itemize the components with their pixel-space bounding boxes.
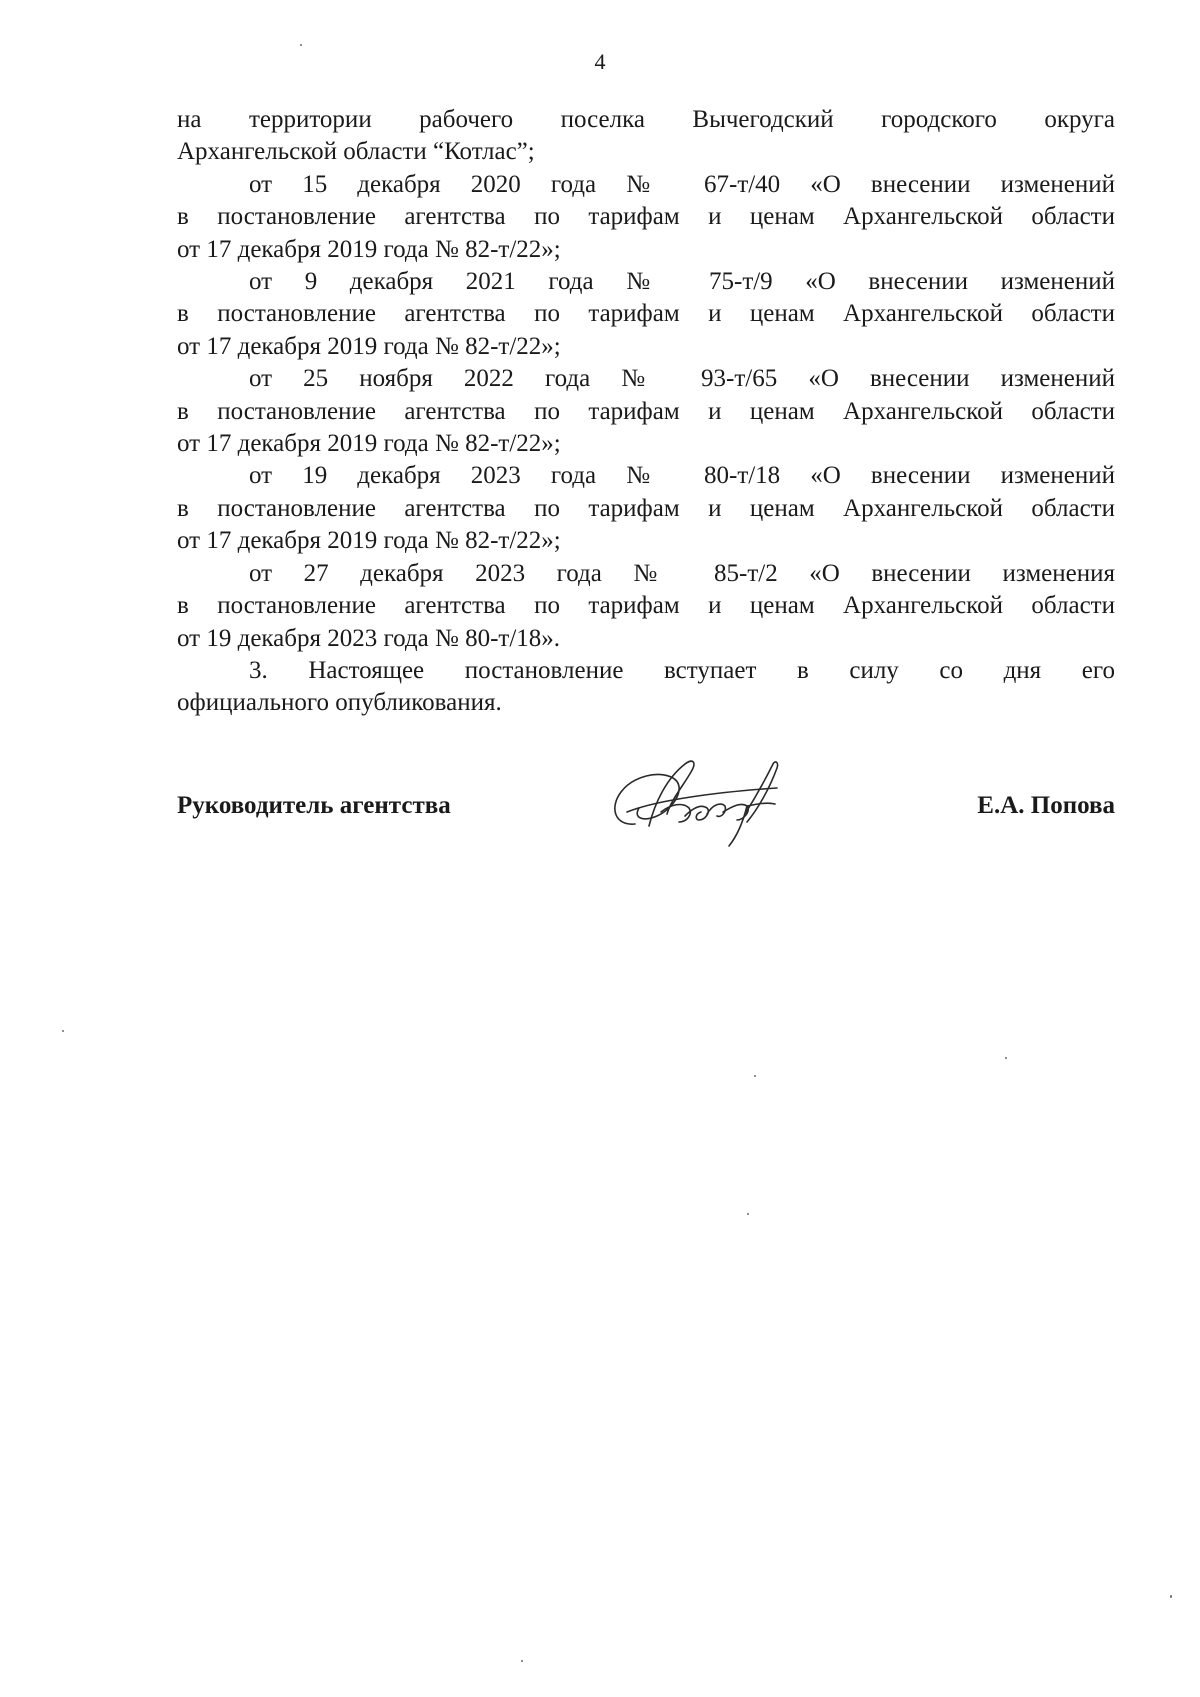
text-line: от 27 декабря 2023 года № 85-т/2 «О внесении изменения <box>249 559 1115 587</box>
scan-speck <box>747 1213 749 1215</box>
text-line: от 19 декабря 2023 года № 80-т/18 «О внесении изменений <box>249 462 1115 490</box>
text-line: на территории рабочего поселка Вычегодский городского округа <box>177 106 1115 133</box>
text-line: от 25 ноября 2022 года № 93-т/65 «О внесении изменений <box>249 365 1115 393</box>
scan-speck <box>754 1075 756 1077</box>
signatory-position: Руководитель агентства <box>177 792 451 819</box>
text-line: в постановление агентства по тарифам и ценам Архангельской области <box>177 300 1115 328</box>
scan-speck <box>62 1030 64 1032</box>
paragraph-item-3 <box>177 655 1115 720</box>
scan-speck <box>521 1660 523 1662</box>
scan-speck <box>1170 1595 1172 1598</box>
text-line: в постановление агентства по тарифам и ценам Архангельской области <box>177 203 1115 231</box>
text-line: в постановление агентства по тарифам и ценам Архангельской области <box>177 494 1115 522</box>
page-number: 4 <box>594 49 606 74</box>
text-line: официального опубликования. <box>177 689 502 717</box>
paragraph-decree-2022 <box>177 363 1115 460</box>
signature-block <box>177 780 1115 840</box>
text-line: в постановление агентства по тарифам и ценам Архангельской области <box>177 397 1115 425</box>
paragraph-decree-2021 <box>177 266 1115 363</box>
handwritten-signature-image <box>597 742 797 852</box>
text-line: от 17 декабря 2019 года № 82-т/22»; <box>177 332 561 360</box>
document-body <box>177 104 1115 720</box>
paragraph-decree-2023-80 <box>177 460 1115 557</box>
signatory-name: Е.А. Попова <box>977 792 1115 819</box>
text-line: от 19 декабря 2023 года № 80-т/18». <box>177 624 561 652</box>
paragraph-decree-2020 <box>177 169 1115 266</box>
text-line: Архангельской области “Котлас”; <box>177 138 535 166</box>
scan-speck <box>1005 1057 1007 1059</box>
paragraph-kotlas <box>177 104 1115 169</box>
text-line: в постановление агентства по тарифам и ценам Архангельской области <box>177 592 1115 620</box>
text-line: 3. Настоящее постановление вступает в силу со дня его <box>249 656 1115 684</box>
text-line: от 17 декабря 2019 года № 82-т/22»; <box>177 527 561 555</box>
scan-speck <box>300 44 302 46</box>
text-line: от 15 декабря 2020 года № 67-т/40 «О внесении изменений <box>249 170 1115 198</box>
text-line: от 17 декабря 2019 года № 82-т/22»; <box>177 235 561 263</box>
paragraph-decree-2023-85 <box>177 558 1115 655</box>
text-line: от 9 декабря 2021 года № 75-т/9 «О внесении изменений <box>249 268 1115 296</box>
text-line: от 17 декабря 2019 года № 82-т/22»; <box>177 430 561 458</box>
